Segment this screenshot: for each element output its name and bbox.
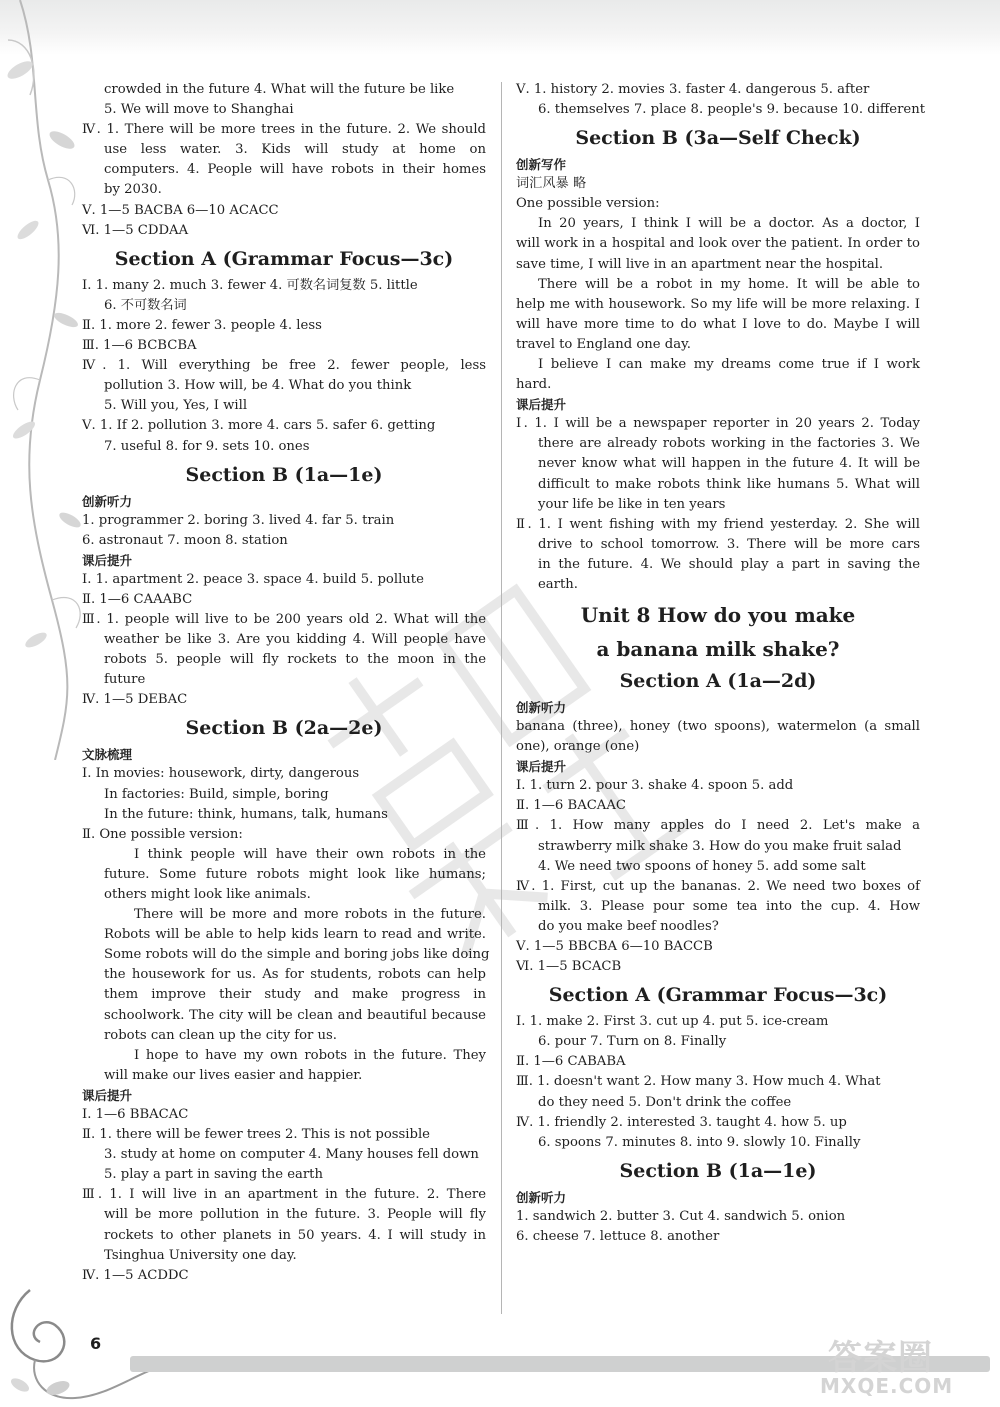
right-answer-line: I believe I can make my dreams come true if I work — [538, 357, 920, 373]
left-answer-line: by 2030. — [104, 182, 162, 198]
left-answer-line: will make our lives easier and happier. — [104, 1067, 363, 1083]
top-band — [0, 0, 1000, 55]
right-answer-line: 词汇风暴 略 — [516, 176, 587, 192]
subsection-label: 创新听力 — [82, 493, 133, 509]
right-answer-line: never know what will happen in the future 4. It will be — [538, 456, 920, 472]
right-answer-line: in the future. 4. We should play a part in saving the — [538, 556, 920, 572]
subsection-label: 创新听力 — [516, 1189, 567, 1205]
left-answer-line: Ⅱ. 1. there will be fewer trees 2. This is not possible — [82, 1127, 430, 1143]
right-answer-line: 6. pour 7. Turn on 8. Finally — [538, 1034, 727, 1050]
right-answer-line: Ⅱ. 1—6 BACAAC — [516, 798, 626, 814]
subsection-label: 文脉梳理 — [82, 747, 133, 763]
right-answer-line: will have more time to do what I love to do. Maybe I will — [516, 316, 920, 332]
right-answer-line: 1. sandwich 2. butter 3. Cut 4. sandwich 5. onion — [516, 1208, 846, 1224]
section-heading: Section B (3a—Self Check) — [575, 127, 861, 150]
left-answer-line: 6. astronaut 7. moon 8. station — [82, 532, 288, 548]
left-answer-line: Ⅵ. 1—5 CDDAA — [82, 222, 189, 238]
left-answer-line: computers. 4. People will have robots in their homes — [104, 162, 486, 178]
right-answer-line: Ⅰ. 1. make 2. First 3. cut up 4. put 5. ice-cream — [516, 1014, 829, 1030]
left-answer-line: Some robots will do the simple and boring jobs like doing — [104, 947, 490, 963]
subsection-label: 课后提升 — [82, 552, 133, 568]
subsection-label: 课后提升 — [82, 1087, 133, 1103]
left-answer-line: Ⅳ. 1—5 ACDDC — [82, 1267, 189, 1283]
right-answer-line: Ⅰ. 1. I will be a newspaper reporter in 20 years 2. Today — [516, 416, 920, 432]
right-answer-line: Ⅲ. 1. doesn't want 2. How many 3. How much 4. What — [516, 1074, 881, 1090]
right-answer-line: will work in a hospital and look over the patient. In order to — [516, 236, 920, 252]
left-answer-line: schoolwork. The city will be clean and beautiful because — [104, 1007, 486, 1023]
left-answer-line: Ⅴ. 1—5 BACBA 6—10 ACACC — [82, 202, 279, 218]
left-answer-line: crowded in the future 4. What will the future be like — [104, 82, 455, 97]
flourish-decoration — [0, 1280, 170, 1407]
left-answer-line: Ⅲ. 1. people will live to be 200 years old 2. What will the — [82, 611, 486, 627]
left-answer-line: robots can clean up the city for us. — [104, 1027, 338, 1043]
left-answer-line: 3. study at home on computer 4. Many houses fell down — [104, 1147, 479, 1163]
column-divider — [501, 82, 502, 1314]
left-answer-line: 7. useful 8. for 9. sets 10. ones — [104, 438, 310, 454]
right-answer-line: there are already robots working in the factories 3. We — [538, 436, 920, 452]
right-answer-line: Ⅳ. 1. friendly 2. interested 3. taught 4. how 5. up — [516, 1114, 847, 1130]
right-answer-line: 6. cheese 7. lettuce 8. another — [516, 1228, 720, 1244]
section-heading: Section A (Grammar Focus—3c) — [114, 247, 454, 270]
left-answer-line: 5. play a part in saving the earth — [104, 1167, 323, 1183]
page-number: 6 — [90, 1334, 102, 1353]
right-answer-line: drive to school tomorrow. 3. There will be more cars — [538, 536, 920, 552]
subsection-label: 创新听力 — [516, 700, 567, 716]
left-answer-line: Ⅳ. 1—5 DEBAC — [82, 692, 188, 708]
section-heading: Section A (1a—2d) — [619, 670, 817, 693]
right-answer-line: Ⅰ. 1. turn 2. pour 3. shake 4. spoon 5. add — [516, 778, 794, 794]
left-answer-line: 5. Will you, Yes, I will — [104, 398, 248, 414]
right-answer-line: do they need 5. Don't drink the coffee — [538, 1094, 792, 1110]
left-answer-line: robots 5. people will fly rockets to the moon in the — [104, 652, 486, 668]
left-answer-line: In the future: think, humans, talk, humans — [104, 806, 388, 822]
right-answer-line: 6. spoons 7. minutes 8. into 9. slowly 10. Finally — [538, 1134, 861, 1150]
left-answer-line: Ⅰ. 1. apartment 2. peace 3. space 4. build 5. pollute — [82, 571, 424, 587]
left-answer-line: Ⅲ. 1—6 BCBCBA — [82, 338, 197, 354]
left-answer-line: 6. 不可数名词 — [104, 297, 187, 313]
subsection-label: 创新写作 — [516, 157, 567, 173]
left-answer-line: In factories: Build, simple, boring — [104, 786, 329, 802]
right-answer-line: difficult to make robots think like humans 5. What will — [538, 476, 920, 492]
right-answer-line: Ⅴ. 1. history 2. movies 3. faster 4. dangerous 5. after — [516, 82, 870, 97]
right-answer-line: Ⅴ. 1—5 BBCBA 6—10 BACCB — [516, 939, 713, 954]
left-answer-line: Ⅰ. 1. many 2. much 3. fewer 4. 可数名词复数 5. little — [82, 277, 418, 293]
left-answer-line: Ⅴ. 1. If 2. pollution 3. more 4. cars 5. safer 6. getting — [82, 418, 436, 434]
section-heading: Section A (Grammar Focus—3c) — [548, 984, 888, 1007]
left-answer-line: Ⅱ. 1—6 CAAABC — [82, 591, 193, 607]
unit-title: a banana milk shake? — [596, 637, 840, 662]
left-answer-line: Tsinghua University one day. — [104, 1247, 297, 1263]
section-heading: Section B (1a—1e) — [185, 463, 383, 486]
right-answer-line: Ⅳ. 1. First, cut up the bananas. 2. We need two boxes of — [516, 878, 920, 894]
right-answer-line: milk. 3. Please pour some tea into the cup. 4. How — [538, 898, 920, 914]
right-answer-line: There will be a robot in my home. It will be able to — [538, 276, 920, 292]
left-answer-line: Ⅰ. 1—6 BBACAC — [82, 1106, 189, 1122]
right-answer-line: earth. — [538, 576, 578, 592]
left-answer-line: Robots will be able to help kids learn to read and write. — [104, 927, 486, 943]
right-answer-line: 4. We need two spoons of honey 5. add some salt — [538, 858, 866, 874]
left-answer-line: will be more pollution in the future. 3. People will fly — [104, 1207, 486, 1223]
left-answer-line: the housework for us. As for students, robots can help — [104, 967, 486, 983]
left-answer-line: others might look like animals. — [104, 887, 311, 902]
right-answer-line: Ⅱ. 1. I went fishing with my friend yesterday. 2. She will — [516, 516, 920, 532]
left-answer-line: 1. programmer 2. boring 3. lived 4. far 5. train — [82, 512, 395, 528]
left-answer-line: Ⅳ. 1. There will be more trees in the future. 2. We should — [82, 122, 486, 138]
left-answer-line: There will be more and more robots in the future. — [134, 907, 486, 923]
right-answer-line: banana (three), honey (two spoons), watermelon (a small — [516, 719, 920, 735]
section-heading: Section B (2a—2e) — [185, 717, 383, 740]
left-answer-line: pollution 3. How will, be 4. What do you think — [104, 378, 412, 394]
right-answer-line: Ⅱ. 1—6 CABABA — [516, 1054, 626, 1070]
left-answer-line: them improve their study and make progress in — [104, 987, 486, 1003]
left-answer-line: I think people will have their own robots in the — [134, 846, 486, 862]
left-answer-line: I hope to have my own robots in the future. They — [134, 1047, 486, 1063]
unit-title: Unit 8 How do you make — [580, 603, 856, 628]
right-answer-line: do you make beef noodles? — [538, 918, 719, 934]
left-answer-line: 5. We will move to Shanghai — [104, 102, 294, 118]
logo-url: MXQE.COM — [820, 1374, 954, 1398]
right-column — [516, 80, 925, 1247]
right-answer-line: save time, I will live in an apartment near the hospital. — [516, 256, 884, 272]
left-answer-line: Ⅱ. One possible version: — [82, 826, 243, 842]
logo-text: 答案圈 — [828, 1338, 933, 1378]
left-answer-line: rockets to other planets in 50 years. 4. I will study in — [104, 1227, 486, 1243]
subsection-label: 课后提升 — [516, 397, 567, 413]
left-answer-line: Ⅰ. In movies: housework, dirty, dangerous — [82, 766, 360, 782]
subsection-label: 课后提升 — [516, 759, 567, 775]
left-column — [82, 80, 490, 1286]
right-answer-line: travel to England one day. — [516, 336, 691, 352]
left-answer-line: weather be like 3. Are you kidding 4. Will people have — [104, 632, 486, 648]
right-answer-line: Ⅵ. 1—5 BCACB — [516, 959, 622, 975]
right-answer-line: Ⅲ. 1. How many apples do I need 2. Let's make a — [516, 818, 920, 834]
left-answer-line: use less water. 3. Kids will study at home on — [104, 142, 486, 158]
left-answer-line: future. Some future robots might look like humans; — [104, 866, 486, 882]
right-answer-line: hard. — [516, 377, 552, 393]
right-answer-line: one), orange (one) — [516, 739, 640, 755]
left-answer-line: Ⅳ. 1. Will everything be free 2. fewer people, less — [82, 358, 486, 374]
left-answer-line: Ⅲ. 1. I will live in an apartment in the future. 2. There — [82, 1187, 486, 1203]
right-answer-line: help me with housework. So my life will be more relaxing. I — [516, 296, 920, 312]
right-answer-line: 6. themselves 7. place 8. people's 9. because 10. different — [538, 102, 925, 118]
left-answer-line: future — [104, 672, 146, 688]
left-answer-line: Ⅱ. 1. more 2. fewer 3. people 4. less — [82, 317, 322, 333]
right-answer-line: One possible version: — [516, 196, 660, 212]
right-answer-line: In 20 years, I think I will be a doctor. As a doctor, I — [538, 216, 920, 232]
right-answer-line: strawberry milk shake 3. How do you make fruit salad — [538, 838, 902, 854]
right-answer-line: your life be like in ten years — [538, 496, 726, 512]
section-heading: Section B (1a—1e) — [619, 1159, 817, 1182]
site-logo — [818, 1330, 998, 1407]
